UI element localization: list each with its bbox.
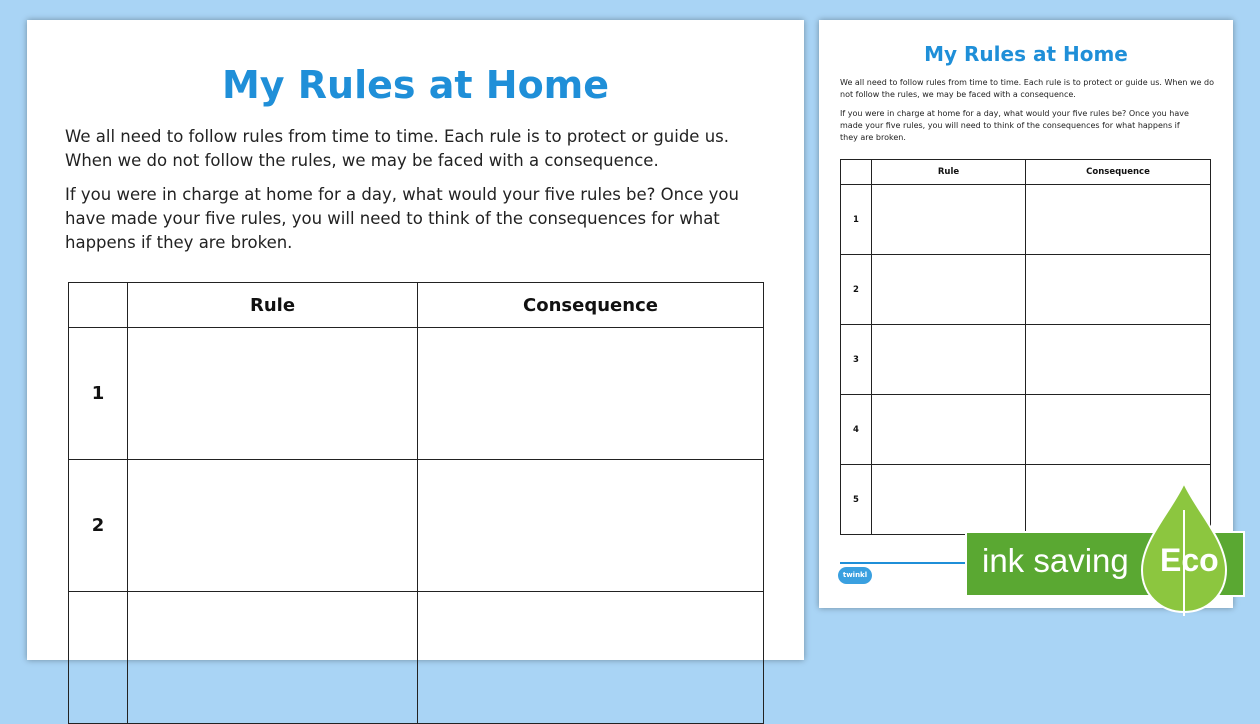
consequence-cell	[418, 328, 764, 460]
row-number: 2	[841, 255, 872, 325]
rule-column-header: Rule	[872, 160, 1026, 185]
ink-saving-label: ink saving	[982, 542, 1129, 579]
rule-column-header: Rule	[128, 283, 418, 328]
eco-ink-saving-badge	[964, 480, 1246, 620]
rule-cell	[872, 395, 1026, 465]
intro-paragraph: We all need to follow rules from time to time. Each rule is to protect or guide us. When we do not follow the rules, we may be faced with a consequence.	[65, 127, 729, 170]
row-number: 1	[69, 328, 128, 460]
rules-table	[840, 159, 1211, 535]
table-row	[841, 325, 1211, 395]
number-column-header	[841, 160, 872, 185]
rule-cell	[128, 328, 418, 460]
eco-label: Eco	[1160, 542, 1219, 578]
row-number: 1	[841, 185, 872, 255]
row-number: 2	[69, 460, 128, 592]
worksheet-preview-large	[27, 20, 804, 660]
rule-cell	[872, 185, 1026, 255]
consequence-cell	[1026, 185, 1211, 255]
row-number: 5	[841, 465, 872, 535]
row-number	[69, 592, 128, 724]
consequence-cell	[1026, 255, 1211, 325]
page-title: My Rules at Home	[221, 63, 610, 107]
table-row	[69, 328, 764, 460]
table-row	[69, 592, 764, 724]
rule-cell	[128, 460, 418, 592]
table-header-row	[69, 283, 764, 328]
number-column-header	[69, 283, 128, 328]
intro-paragraph: We all need to follow rules from time to time. Each rule is to protect or guide us. When we do not follow the rules, we may be faced with a consequence.	[840, 78, 1214, 99]
rule-cell	[872, 255, 1026, 325]
page-title: My Rules at Home	[924, 42, 1128, 66]
consequence-cell	[1026, 325, 1211, 395]
rule-cell	[872, 325, 1026, 395]
instruction-paragraph: If you were in charge at home for a day, what would your five rules be? Once you have made your five rules, you will need to think of the consequences for what happens if they are broken.	[840, 109, 1189, 142]
table-header-row	[841, 160, 1211, 185]
row-number: 4	[841, 395, 872, 465]
table-row	[69, 460, 764, 592]
consequence-cell	[1026, 395, 1211, 465]
table-row	[841, 255, 1211, 325]
consequence-cell	[418, 592, 764, 724]
instruction-paragraph: If you were in charge at home for a day, what would your five rules be? Once you have made your five rules, you will need to think of the consequences for what happens if they are broken.	[65, 185, 739, 252]
consequence-column-header: Consequence	[1026, 160, 1211, 185]
rules-table	[68, 282, 764, 724]
consequence-column-header: Consequence	[418, 283, 764, 328]
row-number: 3	[841, 325, 872, 395]
rule-cell	[128, 592, 418, 724]
twinkl-logo: twinkl	[838, 567, 872, 584]
consequence-cell	[418, 460, 764, 592]
table-row	[841, 395, 1211, 465]
table-row	[841, 185, 1211, 255]
